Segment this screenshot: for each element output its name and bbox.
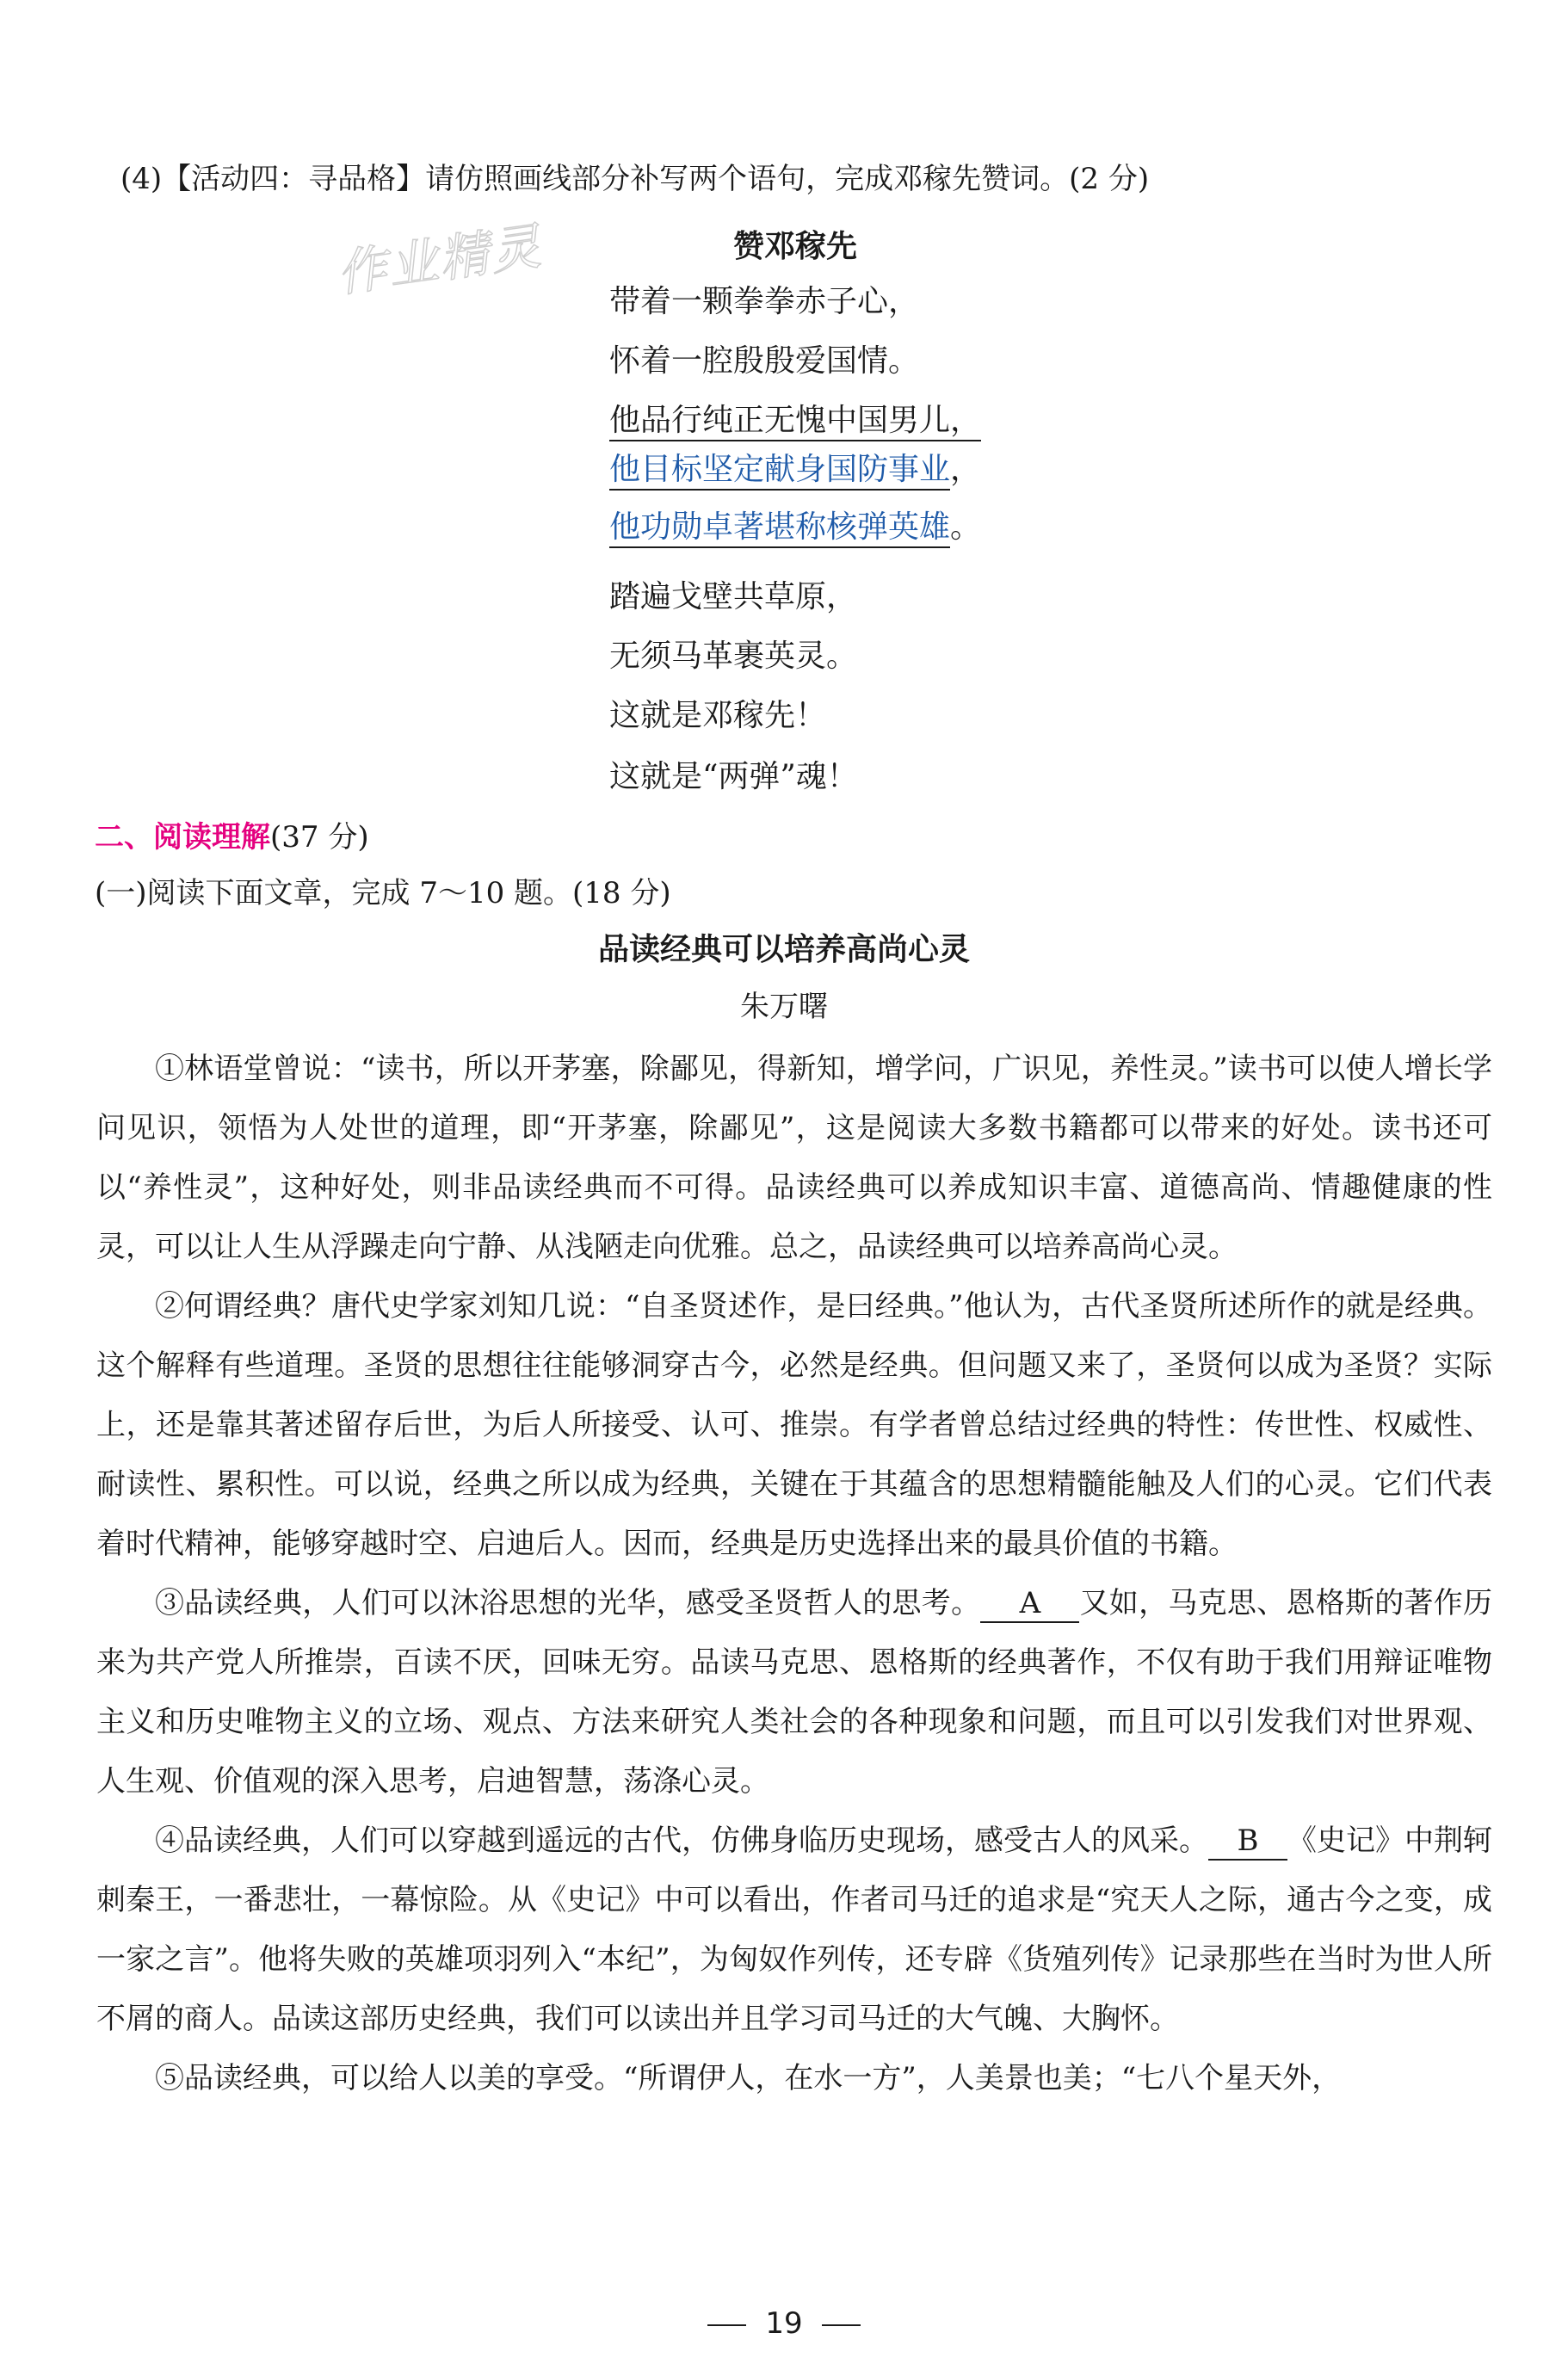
article-title: 品读经典可以培养高尚心灵 bbox=[597, 932, 970, 967]
paragraph-3-rest: 又如，马克思、恩格斯的著作历来为共产党人所推崇，百读不厌，回味无穷。品读马克思、恩格斯的经典著作，不仅有助于我们用辩证唯物主义和历史唯物主义的立场、观点、方法来研究人类社会的各种现象和问题，而且可以引发我们对世界观、人生观、价值观的深入思考，启迪智慧，荡涤心灵。 bbox=[96, 1586, 1493, 1799]
paragraph-3 bbox=[96, 1574, 1492, 1811]
page-number-value: 19 bbox=[765, 2306, 803, 2341]
poem-answer-2 bbox=[609, 503, 981, 546]
answer-2-punct: 。 bbox=[950, 509, 982, 545]
section-heading bbox=[95, 813, 369, 855]
poem-line-2: 怀着一腔殷殷爱国情。 bbox=[609, 343, 920, 379]
paragraph-5: ⑤品读经典，可以给人以美的享受。“所谓伊人，在水一方”，人美景也美；“七八个星天外， bbox=[155, 2061, 1342, 2095]
poem-line-8: 这就是邓稼先！ bbox=[609, 698, 827, 733]
page-number-dash-left bbox=[707, 2324, 746, 2326]
poem-answer-1 bbox=[609, 445, 981, 489]
section-points: (37 分) bbox=[270, 820, 369, 855]
article-author: 朱万曙 bbox=[740, 990, 828, 1024]
paragraph-4-start: ④品读经典，人们可以穿越到遥远的古代，仿佛身临历史现场，感受古人的风采。 bbox=[155, 1824, 1208, 1858]
part-1-instruction: (一)阅读下面文章，完成 7～10 题。(18 分) bbox=[95, 876, 671, 910]
paragraph-4-rest: 《史记》中荆轲刺秦王，一番悲壮，一幕惊险。从《史记》中可以看出，作者司马迁的追求是“究天人之际，通古今之变，成一家之言”。他将失败的英雄项羽列入“本纪”，为匈奴作列传，还专辟《货殖列传》记录那些在当时为世人所不屑的商人。品读这部历史经典，我们可以读出并且学习司马迁的大气魄、大胸怀。 bbox=[96, 1824, 1492, 2036]
section-title: 二、阅读理解 bbox=[95, 820, 270, 855]
poem-line-9: 这就是“两弹”魂！ bbox=[609, 759, 858, 794]
poem-line-3 bbox=[609, 396, 981, 440]
paragraph-4 bbox=[96, 1811, 1492, 2049]
answer-1-punct: ， bbox=[950, 452, 982, 487]
underlined-model-line: 他品行纯正无愧中国男儿， bbox=[609, 403, 981, 441]
poem-line-6: 踏遍戈壁共草原， bbox=[609, 579, 858, 614]
poem-title: 赞邓稼先 bbox=[733, 229, 858, 264]
page-number-dash-right bbox=[822, 2324, 861, 2326]
handwritten-answer-2: 他功勋卓著堪称核弹英雄 bbox=[609, 509, 950, 548]
blank-b: B bbox=[1208, 1824, 1287, 1861]
handwritten-answer-1: 他目标坚定献身国防事业 bbox=[609, 452, 950, 491]
paragraph-3-start: ③品读经典，人们可以沐浴思想的光华，感受圣贤哲人的思考。 bbox=[155, 1586, 981, 1620]
watermark-logo: 作业精灵 bbox=[333, 216, 546, 304]
paragraph-2: ②何谓经典？唐代史学家刘知几说：“自圣贤述作，是曰经典。”他认为，古代圣贤所述所作的就是经典。这个解释有些道理。圣贤的思想往往能够洞穿古今，必然是经典。但问题又来了，圣贤何以成为圣贤？实际上，还是靠其著述留存后世，为后人所接受、认可、推崇。有学者曾总结过经典的特性：传世性、权威性、耐读性、累积性。可以说，经典之所以成为经典，关键在于其蕴含的思想精髓能触及人们的心灵。它们代表着时代精神，能够穿越时空、启迪后人。因而，经典是历史选择出来的最具价值的书籍。 bbox=[96, 1289, 1492, 1561]
poem-line-1: 带着一颗拳拳赤子心， bbox=[609, 284, 920, 319]
blank-a: A bbox=[980, 1586, 1079, 1623]
page-number bbox=[0, 2306, 1568, 2341]
paragraph-1: ①林语堂曾说：“读书，所以开茅塞，除鄙见，得新知，增学问，广识见，养性灵。”读书可以使人增长学问见识，领悟为人处世的道理，即“开茅塞，除鄙见”，这是阅读大多数书籍都可以带来的好处。读书还可以“养性灵”，这种好处，则非品读经典而不可得。品读经典可以养成知识丰富、道德高尚、情趣健康的性灵，可以让人生从浮躁走向宁静、从浅陋走向优雅。总之，品读经典可以培养高尚心灵。 bbox=[96, 1052, 1492, 1264]
poem-line-7: 无须马革裹英灵。 bbox=[609, 639, 858, 674]
question-4-prompt: (4)【活动四：寻品格】请仿照画线部分补写两个语句，完成邓稼先赞词。(2 分) bbox=[120, 162, 1150, 196]
article-body bbox=[96, 1040, 1492, 2108]
